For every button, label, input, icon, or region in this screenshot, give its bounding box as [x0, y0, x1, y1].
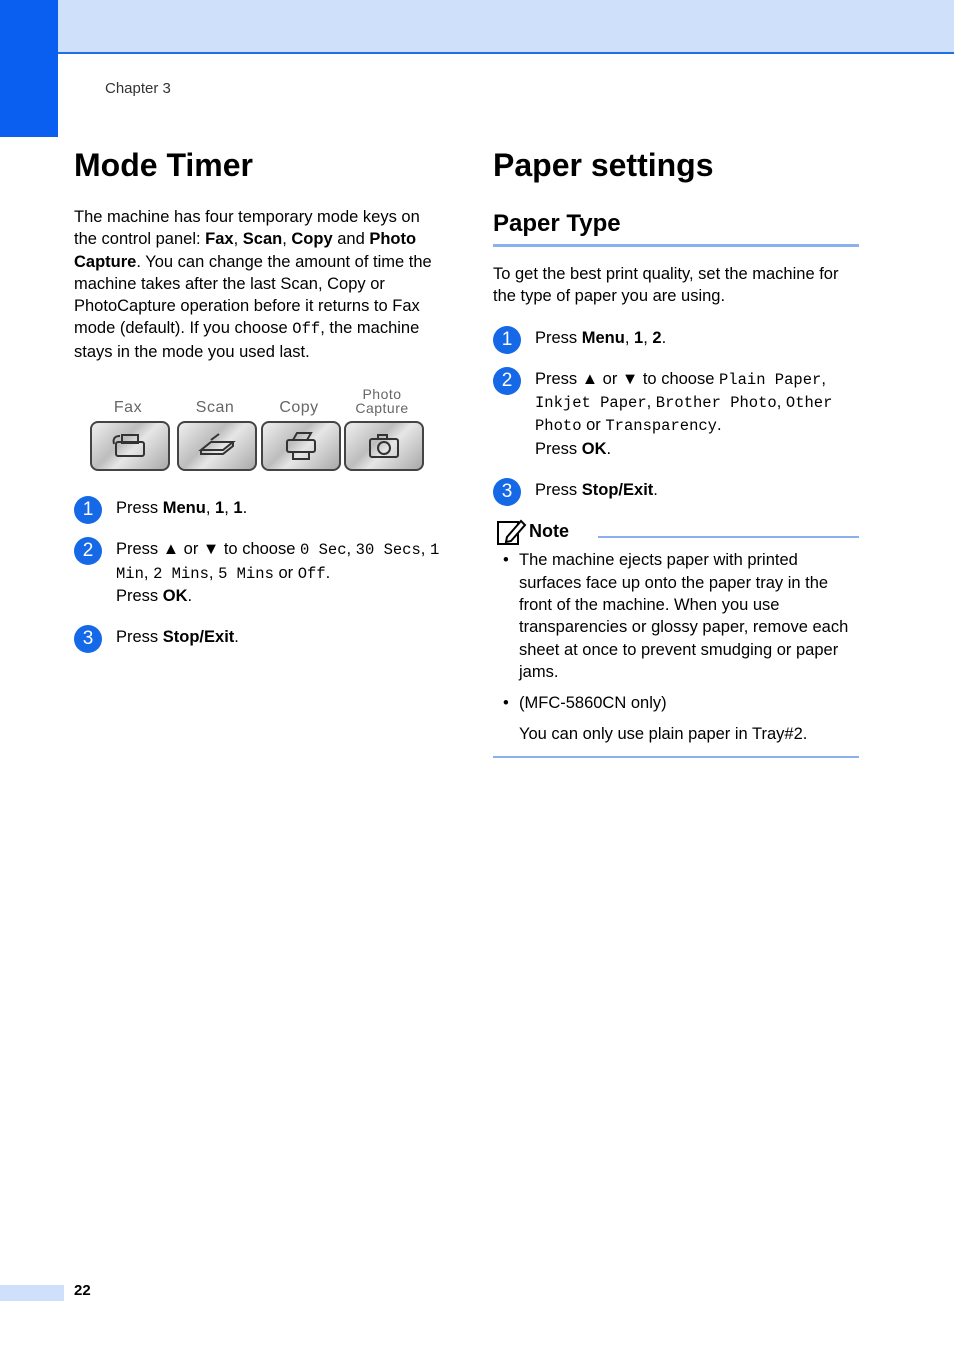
note-bullet: • The machine ejects paper with printed surfaces face up onto the paper tray in the front of the machine. When you use transparencies or glossy paper, remove each sheet at once to prevent smudging or paper jams. — [503, 551, 849, 681]
step-number: 3 — [74, 625, 102, 653]
fax-key — [90, 385, 166, 471]
scan-key-label: Scan — [195, 399, 235, 417]
camera-icon — [344, 421, 424, 471]
note-header — [493, 517, 859, 545]
fax-icon — [90, 421, 170, 471]
step-number: 3 — [493, 478, 521, 506]
paper-settings-section — [493, 140, 859, 758]
scan-icon — [177, 421, 257, 471]
paper-type-heading: Paper Type — [493, 210, 859, 247]
note-bottom-rule — [493, 756, 859, 758]
paper-type-step-3: 3 Press Stop/Exit. — [493, 479, 859, 501]
photo-capture-key — [344, 385, 420, 471]
step-number: 1 — [74, 496, 102, 524]
mode-timer-step-3: 3 Press Stop/Exit. — [74, 626, 444, 648]
photo-capture-key-label: Photo Capture — [355, 386, 409, 417]
copy-key — [261, 385, 337, 471]
paper-type-step-2: 2 Press ▲ or ▼ to choose Plain Paper, Inkjet Paper, Brother Photo, Other Photo or Transparency. Press OK. — [493, 368, 859, 460]
header-band — [0, 0, 954, 54]
mode-timer-step-2: 2 Press ▲ or ▼ to choose 0 Sec, 30 Secs, 1 Min, 2 Mins, 5 Mins or Off. Press OK. — [74, 538, 444, 607]
step-number: 2 — [74, 537, 102, 565]
note-title: Note — [529, 521, 569, 542]
page-number: 22 — [74, 1282, 91, 1299]
mode-timer-title: Mode Timer — [74, 147, 253, 183]
chapter-label: Chapter 3 — [105, 80, 171, 97]
note-extra-text: You can only use plain paper in Tray#2. — [519, 725, 808, 744]
step-number: 1 — [493, 326, 521, 354]
chapter-tab — [0, 0, 58, 137]
note-pencil-icon — [495, 517, 527, 552]
paper-type-step-1: 1 Press Menu, 1, 2. — [493, 327, 859, 349]
step-number: 2 — [493, 367, 521, 395]
fax-key-label: Fax — [113, 399, 143, 417]
copy-icon — [261, 421, 341, 471]
note-bullet: • (MFC-5860CN only) — [503, 694, 667, 713]
mode-timer-section — [74, 140, 444, 649]
mode-timer-intro: The machine has four temporary mode keys on the control panel: Fax, Scan, Copy and Photo Capture. You can change the amount of time the machine takes after the last Scan, Copy or PhotoCapture operation before it returns to Fax mode (default). If you choose Off, the machine stays in the mode you used last. — [74, 208, 432, 361]
paper-settings-title: Paper settings — [493, 147, 714, 183]
paper-type-intro: To get the best print quality, set the machine for the type of paper you are using. — [493, 265, 839, 306]
note-top-rule — [598, 536, 859, 538]
mode-keys-illustration — [74, 385, 444, 475]
mode-timer-step-1: 1 Press Menu, 1, 1. — [74, 497, 444, 519]
footer-band — [0, 1285, 64, 1301]
copy-key-label: Copy — [279, 399, 319, 417]
scan-key — [177, 385, 253, 471]
